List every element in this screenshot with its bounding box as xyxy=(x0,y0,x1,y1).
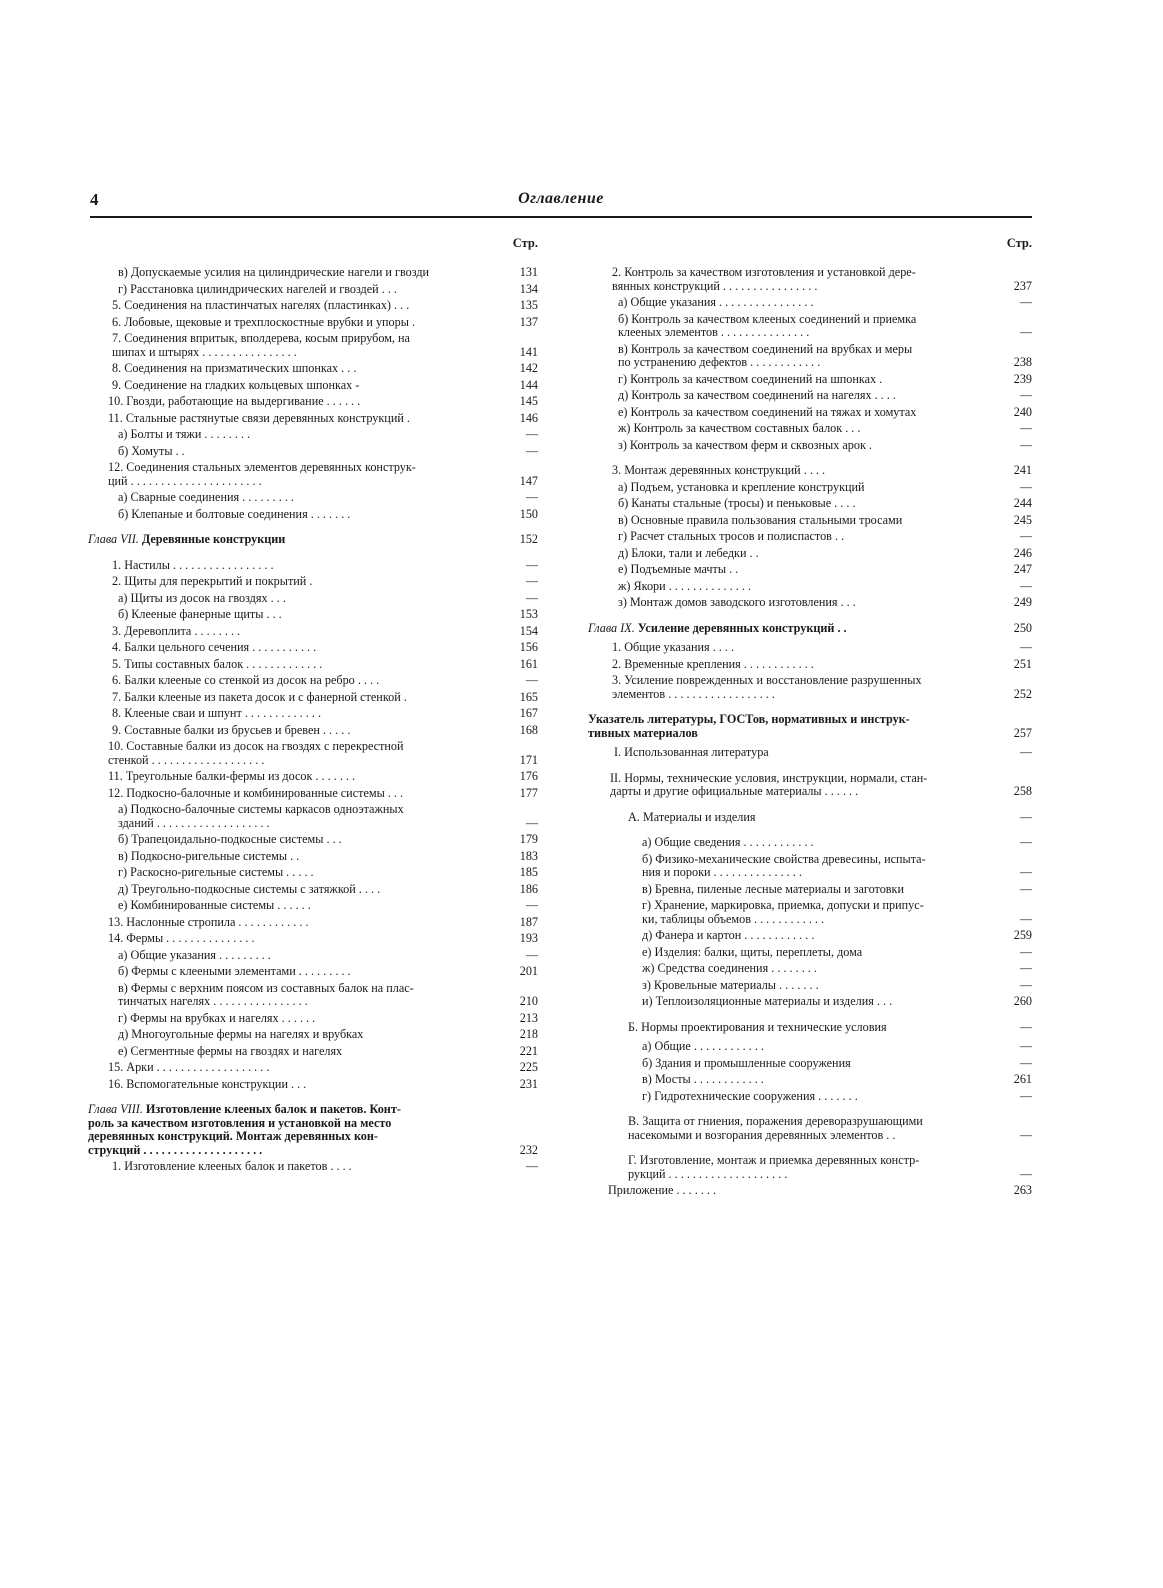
toc-entry xyxy=(588,713,1032,740)
toc-entry xyxy=(88,724,538,738)
toc-entry xyxy=(588,422,1032,436)
toc-entry xyxy=(588,296,1032,310)
page-number: 4 xyxy=(90,190,99,209)
toc-entry xyxy=(588,1090,1032,1104)
toc-entry-title: б) Хомуты . . xyxy=(118,443,185,458)
toc-entry-title: е) Изделия: балки, щиты, переплеты, дома xyxy=(642,944,863,959)
toc-entry xyxy=(88,658,538,672)
toc-entry-title: 5. Типы составных балок . . . . . . . . . . . . . xyxy=(112,656,323,671)
toc-entry-page: 183 xyxy=(519,848,538,863)
toc-entry xyxy=(588,373,1032,387)
toc-entry-title: ж) Якори . . . . . . . . . . . . . . xyxy=(618,578,751,593)
toc-entry xyxy=(588,929,1032,943)
toc-entry xyxy=(588,389,1032,403)
toc-entry-title: Б. Нормы проектирования и технические условия xyxy=(628,1019,887,1034)
toc-entry-page: — xyxy=(525,1159,538,1173)
toc-entry-title: 16. Вспомогательные конструкции . . . xyxy=(108,1076,307,1091)
toc-entry-title: 6. Лобовые, щековые и трехплоскостные врубки и упоры . xyxy=(112,314,416,329)
toc-entry-title: А. Материалы и изделия xyxy=(628,809,756,824)
toc-entry-title: б) Клееные фанерные щиты . . . xyxy=(118,607,282,621)
toc-entry-title: б) Фермы с клееными элементами . . . . . . . . . xyxy=(118,964,351,978)
toc-entry xyxy=(588,899,1032,926)
toc-entry xyxy=(88,740,538,767)
toc-entry xyxy=(88,428,538,442)
toc-entry xyxy=(88,508,538,522)
toc-entry-title: з) Кровельные материалы . . . . . . . xyxy=(642,977,819,992)
toc-entry-page: 221 xyxy=(519,1043,538,1058)
toc-entry xyxy=(588,995,1032,1009)
toc-entry-page: 252 xyxy=(1013,686,1032,701)
toc-entry xyxy=(88,1045,538,1059)
toc-entry xyxy=(588,514,1032,528)
toc-entry-title: Глава VIII. Изготовление клееных балок и пакетов. Конт- роль за качеством изготовления и установкой на место деревянных конструкций. Монтаж деревянных кон- струкций . . . . . . . . . . . . . . . . . . . . xyxy=(88,1102,401,1157)
toc-entry-page: 258 xyxy=(1013,784,1032,798)
toc-entry-page: 210 xyxy=(519,994,538,1008)
toc-entry xyxy=(88,592,538,606)
toc-entry-page: — xyxy=(1019,961,1032,975)
toc-entry-title: в) Подкосно-ригельные системы . . xyxy=(118,848,300,863)
toc-entry-title: д) Многоугольные фермы на нагелях и врубках xyxy=(118,1027,364,1041)
toc-entry-page: — xyxy=(1019,911,1032,926)
toc-entry-page: 171 xyxy=(519,752,538,767)
toc-entry-page: 231 xyxy=(519,1076,538,1091)
toc-entry xyxy=(88,787,538,801)
toc-entry xyxy=(88,1078,538,1092)
toc-entry-title: II. Нормы, технические условия, инструкции, нормали, стан- дарты и другие официальные материалы . . . . . . xyxy=(610,770,928,798)
toc-entry-page: — xyxy=(525,673,538,687)
toc-entry-page: — xyxy=(1019,325,1032,339)
toc-entry-page: — xyxy=(1019,809,1032,824)
toc-entry-title: а) Болты и тяжи . . . . . . . . xyxy=(118,427,251,441)
toc-column-left xyxy=(88,236,538,1177)
toc-entry-page: 135 xyxy=(519,298,538,312)
toc-entry xyxy=(88,1028,538,1042)
toc-entry-page: — xyxy=(1019,421,1032,435)
toc-entry-page: 177 xyxy=(519,785,538,800)
toc-entry xyxy=(88,299,538,313)
running-title: Оглавление xyxy=(518,190,604,207)
toc-entry xyxy=(588,883,1032,897)
toc-column-right xyxy=(588,236,1032,1201)
toc-entry-page: 146 xyxy=(519,410,538,425)
toc-entry-page: — xyxy=(1019,745,1032,759)
toc-entry-page: 161 xyxy=(519,656,538,671)
toc-entry-page: — xyxy=(1019,881,1032,896)
toc-entry-title: 10. Составные балки из досок на гвоздях с перекрестной стенкой . . . . . . . . . . . . . . . . . . . xyxy=(108,739,404,767)
toc-entry xyxy=(88,608,538,622)
toc-entry xyxy=(88,691,538,705)
toc-entry-title: 9. Составные балки из брусьев и бревен . . . . . xyxy=(112,722,351,737)
toc-entry-title: б) Трапецоидально-подкосные системы . . . xyxy=(118,832,342,846)
toc-entry xyxy=(88,445,538,459)
toc-entry-title: г) Расстановка цилиндрических нагелей и гвоздей . . . xyxy=(118,281,397,296)
toc-entry-title: 10. Гвозди, работающие на выдергивание . . . . . . xyxy=(108,394,361,408)
toc-entry-title: а) Общие указания . . . . . . . . . xyxy=(118,947,271,962)
toc-entry-page: — xyxy=(1019,1127,1032,1142)
toc-entry xyxy=(88,1061,538,1075)
toc-entry-page: 241 xyxy=(1013,463,1032,477)
toc-entry-page: — xyxy=(1019,479,1032,494)
toc-entry-title: д) Блоки, тали и лебедки . . xyxy=(618,545,759,560)
toc-entry-page: 168 xyxy=(519,722,538,737)
toc-entry-title: б) Канаты стальные (тросы) и пеньковые . . . . xyxy=(618,496,856,510)
toc-entry-title: д) Треугольно-подкосные системы с затяжкой . . . . xyxy=(118,881,381,896)
toc-entry-page: — xyxy=(1019,865,1032,879)
toc-entry-title: 3. Усиление поврежденных и восстановление разрушенных элементов . . . . . . . . . . . . . . . . . . xyxy=(612,673,922,701)
toc-entry xyxy=(88,283,538,297)
toc-entry-page: — xyxy=(1019,1055,1032,1070)
toc-entry-title: 2. Щиты для перекрытий и покрытий . xyxy=(112,574,313,588)
toc-entry-page: 250 xyxy=(1013,620,1032,635)
toc-entry-page: — xyxy=(1019,1039,1032,1053)
toc-entry-title: б) Физико-механические свойства древесины, испыта- ния и пороки . . . . . . . . . . . . . . . xyxy=(642,851,926,879)
toc-entry-title: г) Расчет стальных тросов и полиспастов . . xyxy=(618,529,845,543)
toc-entry-title: 12. Соединения стальных элементов деревянных конструк- ций . . . . . . . . . . . . . . . . . . . . . . xyxy=(108,460,416,488)
toc-entry-title: з) Монтаж домов заводского изготовления . . . xyxy=(618,595,856,609)
toc-entry-title: г) Раскосно-ригельные системы . . . . . xyxy=(118,865,314,879)
page-column-header: Стр. xyxy=(1006,236,1032,250)
toc-entry xyxy=(88,491,538,505)
toc-entry-title: Приложение . . . . . . . xyxy=(608,1183,717,1197)
toc-entry xyxy=(588,266,1032,293)
toc-entry-title: в) Фермы с верхним поясом из составных балок на плас- тинчатых нагелях . . . . . . . . . . . . . . . . xyxy=(118,980,414,1008)
toc-entry-page: 251 xyxy=(1013,656,1032,671)
toc-entry xyxy=(588,343,1032,370)
toc-entry-title: а) Подъем, установка и крепление конструкций xyxy=(618,479,865,494)
toc-entry-title: 12. Подкосно-балочные и комбинированные системы . . . xyxy=(108,785,404,800)
toc-entry-page: 249 xyxy=(1013,595,1032,609)
toc-entry xyxy=(88,395,538,409)
toc-entry xyxy=(588,979,1032,993)
toc-entry-page: — xyxy=(525,947,538,962)
toc-entry-title: Г. Изготовление, монтаж и приемка деревянных констр- рукций . . . . . . . . . . . . . . . . . . . . xyxy=(628,1153,920,1181)
toc-entry xyxy=(588,811,1032,825)
toc-entry-page: 185 xyxy=(519,865,538,879)
toc-entry-page: 245 xyxy=(1013,512,1032,527)
toc-entry xyxy=(588,962,1032,976)
toc-entry-title: е) Контроль за качеством соединений на тяжах и хомутах xyxy=(618,404,917,419)
toc-entry xyxy=(88,850,538,864)
toc-entry xyxy=(588,439,1032,453)
page-column-header: Стр. xyxy=(512,236,538,250)
toc-entry-title: Глава IX. Усиление деревянных конструкций . . xyxy=(588,620,847,635)
toc-list-right xyxy=(588,266,1032,1198)
toc-entry-title: г) Гидротехнические сооружения . . . . . . . xyxy=(642,1088,858,1103)
toc-entry-page: — xyxy=(1019,640,1032,654)
toc-entry-title: ж) Средства соединения . . . . . . . . xyxy=(642,961,817,975)
toc-entry-page: — xyxy=(1019,1166,1032,1181)
toc-entry xyxy=(88,707,538,721)
toc-entry xyxy=(88,1012,538,1026)
toc-entry xyxy=(588,1057,1032,1071)
toc-entry-page: 246 xyxy=(1013,545,1032,560)
toc-entry-title: г) Хранение, маркировка, приемка, допуски и припус- ки, таблицы объемов . . . . . . . . . . . . xyxy=(642,898,924,926)
toc-entry-title: 5. Соединения на пластинчатых нагелях (пластинках) . . . xyxy=(112,298,410,312)
toc-entry-page: 156 xyxy=(519,640,538,654)
toc-entry-title: 7. Соединения впритык, вполдерева, косым прирубом, на шипах и штырях . . . . . . . . . . . . . . . . xyxy=(112,331,410,359)
toc-entry-title: а) Общие сведения . . . . . . . . . . . . xyxy=(642,835,814,849)
toc-entry-title: Указатель литературы, ГОСТов, нормативных и инструк- тивных материалов xyxy=(588,712,910,740)
toc-entry xyxy=(88,965,538,979)
toc-entry-page: 244 xyxy=(1013,496,1032,510)
toc-entry-title: а) Сварные соединения . . . . . . . . . xyxy=(118,490,294,504)
toc-entry xyxy=(88,362,538,376)
toc-entry xyxy=(88,932,538,946)
toc-entry-page: 260 xyxy=(1013,994,1032,1008)
toc-entry-page: — xyxy=(525,557,538,572)
toc-entry-page: 152 xyxy=(519,532,538,546)
toc-entry xyxy=(588,772,1032,799)
toc-entry-page: 153 xyxy=(519,607,538,621)
toc-entry-page: 134 xyxy=(519,281,538,296)
toc-entry-page: 238 xyxy=(1013,355,1032,369)
toc-entry xyxy=(588,946,1032,960)
toc-entry-page: 201 xyxy=(519,964,538,978)
toc-entry xyxy=(588,497,1032,511)
toc-entry-page: 261 xyxy=(1013,1072,1032,1086)
toc-entry-title: 9. Соединение на гладких кольцевых шпонках - xyxy=(112,377,360,392)
toc-entry-page: 186 xyxy=(519,881,538,896)
toc-entry-title: В. Защита от гниения, поражения дереворазрушающими насекомыми и возгорания деревянных элементов . . xyxy=(628,1114,923,1142)
toc-entry-page: 150 xyxy=(519,506,538,521)
toc-entry-page: — xyxy=(525,427,538,441)
toc-entry-page: — xyxy=(1019,1088,1032,1103)
toc-entry xyxy=(588,530,1032,544)
toc-entry xyxy=(88,379,538,393)
toc-entry-page: 263 xyxy=(1013,1183,1032,1197)
toc-entry-title: б) Здания и промышленные сооружения xyxy=(642,1055,851,1070)
toc-entry xyxy=(588,313,1032,340)
toc-entry xyxy=(88,575,538,589)
toc-entry xyxy=(588,563,1032,577)
toc-entry-page: — xyxy=(525,574,538,588)
toc-entry xyxy=(588,746,1032,760)
toc-entry-page: — xyxy=(1019,388,1032,402)
toc-entry-title: 3. Монтаж деревянных конструкций . . . . xyxy=(612,463,826,477)
toc-entry-title: 1. Изготовление клееных балок и пакетов . . . . xyxy=(112,1159,352,1173)
toc-entry-title: 11. Стальные растянутые связи деревянных конструкций . xyxy=(108,410,410,425)
toc-entry-title: г) Контроль за качеством соединений на шпонках . xyxy=(618,371,883,386)
toc-entry-page: — xyxy=(525,815,538,830)
toc-entry-page: 193 xyxy=(519,931,538,945)
toc-entry xyxy=(88,899,538,913)
toc-entry xyxy=(588,1021,1032,1035)
toc-entry-page: 179 xyxy=(519,832,538,846)
toc-entry-title: ж) Контроль за качеством составных балок . . . xyxy=(618,421,861,435)
chapter-label: Глава VIII. xyxy=(88,1102,146,1116)
chapter-label: Глава VII. xyxy=(88,532,142,546)
toc-entry-page: 142 xyxy=(519,361,538,375)
toc-entry-page: — xyxy=(1019,1019,1032,1034)
toc-entry-page: 247 xyxy=(1013,562,1032,576)
toc-entry-title: в) Основные правила пользования стальными тросами xyxy=(618,512,903,527)
toc-entry-page: — xyxy=(1019,835,1032,849)
toc-entry-page: 237 xyxy=(1013,278,1032,293)
toc-entry xyxy=(588,641,1032,655)
toc-entry xyxy=(88,625,538,639)
toc-entry xyxy=(88,916,538,930)
toc-entry-title: 11. Треугольные балки-фермы из досок . . . . . . . xyxy=(108,769,356,783)
toc-entry-title: в) Мосты . . . . . . . . . . . . xyxy=(642,1072,764,1086)
toc-entry-title: I. Использованная литература xyxy=(614,745,769,759)
toc-entry-page: 137 xyxy=(519,314,538,329)
toc-entry-title: 1. Настилы . . . . . . . . . . . . . . . . . xyxy=(112,557,274,572)
toc-entry-title: д) Контроль за качеством соединений на нагелях . . . . xyxy=(618,388,896,402)
toc-entry-title: в) Бревна, пиленые лесные материалы и заготовки xyxy=(642,881,905,896)
toc-chapter-entry xyxy=(88,1103,538,1157)
toc-entry xyxy=(88,1160,538,1174)
toc-entry-title: 8. Клееные сваи и шпунт . . . . . . . . . . . . . xyxy=(112,706,322,720)
toc-entry-title: Глава VII. Деревянные конструкции xyxy=(88,532,286,546)
toc-entry-page: 141 xyxy=(519,344,538,359)
toc-entry-title: е) Комбинированные системы . . . . . . xyxy=(118,898,311,912)
toc-entry-page: — xyxy=(525,590,538,605)
toc-entry-page: 218 xyxy=(519,1027,538,1041)
toc-entry xyxy=(88,770,538,784)
toc-chapter-entry xyxy=(88,533,538,547)
toc-entry xyxy=(88,949,538,963)
toc-entry-title: 2. Временные крепления . . . . . . . . . . . . xyxy=(612,656,814,671)
toc-entry-title: 14. Фермы . . . . . . . . . . . . . . . xyxy=(108,931,255,945)
toc-entry-page: 240 xyxy=(1013,404,1032,419)
toc-entry xyxy=(88,559,538,573)
toc-entry-page: 239 xyxy=(1013,371,1032,386)
toc-entry xyxy=(588,674,1032,701)
toc-entry-page: — xyxy=(1019,295,1032,309)
toc-entry xyxy=(588,406,1032,420)
toc-entry xyxy=(588,853,1032,880)
toc-entry xyxy=(588,464,1032,478)
toc-entry-title: 1. Общие указания . . . . xyxy=(612,640,735,654)
toc-entry-title: д) Фанера и картон . . . . . . . . . . . . xyxy=(642,928,815,942)
toc-chapter-entry xyxy=(588,622,1032,636)
toc-entry-title: б) Контроль за качеством клееных соединений и приемка клееных элементов . . . . . . . . . . . . . . . xyxy=(618,311,917,339)
toc-entry-page: 232 xyxy=(519,1142,538,1157)
toc-entry-page: 225 xyxy=(519,1060,538,1074)
toc-entry-title: г) Фермы на врубках и нагелях . . . . . . xyxy=(118,1010,316,1025)
toc-entry-page: 259 xyxy=(1013,928,1032,942)
toc-entry-page: — xyxy=(1019,437,1032,452)
toc-entry xyxy=(88,641,538,655)
toc-entry xyxy=(588,1184,1032,1198)
toc-entry-title: и) Теплоизоляционные материалы и изделия . . . xyxy=(642,994,893,1008)
toc-entry-title: 4. Балки цельного сечения . . . . . . . . . . . xyxy=(112,640,317,654)
toc-entry-page: 165 xyxy=(519,689,538,704)
toc-entry xyxy=(88,883,538,897)
toc-entry-page: 167 xyxy=(519,706,538,720)
toc-entry xyxy=(88,316,538,330)
toc-entry xyxy=(88,332,538,359)
toc-entry-page: — xyxy=(1019,977,1032,992)
toc-entry-title: е) Подъемные мачты . . xyxy=(618,562,739,576)
toc-entry xyxy=(88,412,538,426)
toc-entry-page: 257 xyxy=(1013,725,1032,740)
page-header xyxy=(90,190,1032,218)
toc-entry-title: з) Контроль за качеством ферм и сквозных арок . xyxy=(618,437,872,452)
toc-entry-title: в) Контроль за качеством соединений на врубках и меры по устранению дефектов . . . . . . . . . . . . xyxy=(618,341,913,369)
toc-entry-title: 3. Деревоплита . . . . . . . . xyxy=(112,623,241,638)
toc-entry xyxy=(88,674,538,688)
toc-entry-page: 154 xyxy=(519,623,538,638)
toc-entry xyxy=(88,982,538,1009)
toc-entry-page: — xyxy=(525,898,538,912)
toc-entry-title: б) Клепаные и болтовые соединения . . . . . . . xyxy=(118,506,351,521)
toc-entry-title: а) Общие . . . . . . . . . . . . xyxy=(642,1039,764,1053)
toc-entry xyxy=(588,580,1032,594)
toc-entry-title: 13. Наслонные стропила . . . . . . . . . . . . xyxy=(108,914,309,929)
toc-entry-page: — xyxy=(525,443,538,458)
chapter-label: Глава IX. xyxy=(588,620,638,635)
toc-entry-title: а) Общие указания . . . . . . . . . . . . . . . . xyxy=(618,295,814,309)
toc-entry-page: — xyxy=(1019,529,1032,543)
toc-entry xyxy=(88,803,538,830)
toc-entry-page: 187 xyxy=(519,914,538,929)
toc-entry-title: а) Щиты из досок на гвоздях . . . xyxy=(118,590,286,605)
toc-entry xyxy=(88,461,538,488)
toc-entry-title: в) Допускаемые усилия на цилиндрические нагели и гвозди xyxy=(118,265,430,279)
toc-entry xyxy=(588,1115,1032,1142)
toc-entry-title: 2. Контроль за качеством изготовления и установкой дере- вянных конструкций . . . . . . . . . . . . . . . . xyxy=(612,265,916,293)
toc-entry xyxy=(88,833,538,847)
toc-entry xyxy=(588,1154,1032,1181)
toc-entry xyxy=(588,658,1032,672)
toc-entry xyxy=(588,836,1032,850)
toc-entry xyxy=(588,547,1032,561)
toc-entry-page: 147 xyxy=(519,473,538,488)
toc-entry-page: 213 xyxy=(519,1010,538,1025)
toc-list-left xyxy=(88,266,538,1174)
toc-entry xyxy=(88,866,538,880)
toc-entry-title: 6. Балки клееные со стенкой из досок на ребро . . . . xyxy=(112,673,380,687)
toc-entry xyxy=(588,1040,1032,1054)
toc-entry-title: 15. Арки . . . . . . . . . . . . . . . . . . . xyxy=(108,1060,270,1074)
toc-entry-page: 176 xyxy=(519,769,538,783)
toc-entry-page: 144 xyxy=(519,377,538,392)
toc-entry xyxy=(88,266,538,280)
toc-entry-page: 131 xyxy=(519,265,538,279)
toc-entry xyxy=(588,596,1032,610)
toc-entry-title: 7. Балки клееные из пакета досок и с фанерной стенкой . xyxy=(112,689,407,704)
toc-entry-title: 8. Соединения на призматических шпонках . . . xyxy=(112,361,357,375)
toc-entry xyxy=(588,1073,1032,1087)
toc-entry-page: 145 xyxy=(519,394,538,408)
toc-entry-title: е) Сегментные фермы на гвоздях и нагелях xyxy=(118,1043,343,1058)
toc-entry-page: — xyxy=(525,490,538,504)
toc-entry-page: — xyxy=(1019,944,1032,959)
toc-entry xyxy=(588,481,1032,495)
toc-entry-title: а) Подкосно-балочные системы каркасов одноэтажных зданий . . . . . . . . . . . . . . . . . . . xyxy=(118,802,404,830)
toc-entry-page: — xyxy=(1019,578,1032,593)
